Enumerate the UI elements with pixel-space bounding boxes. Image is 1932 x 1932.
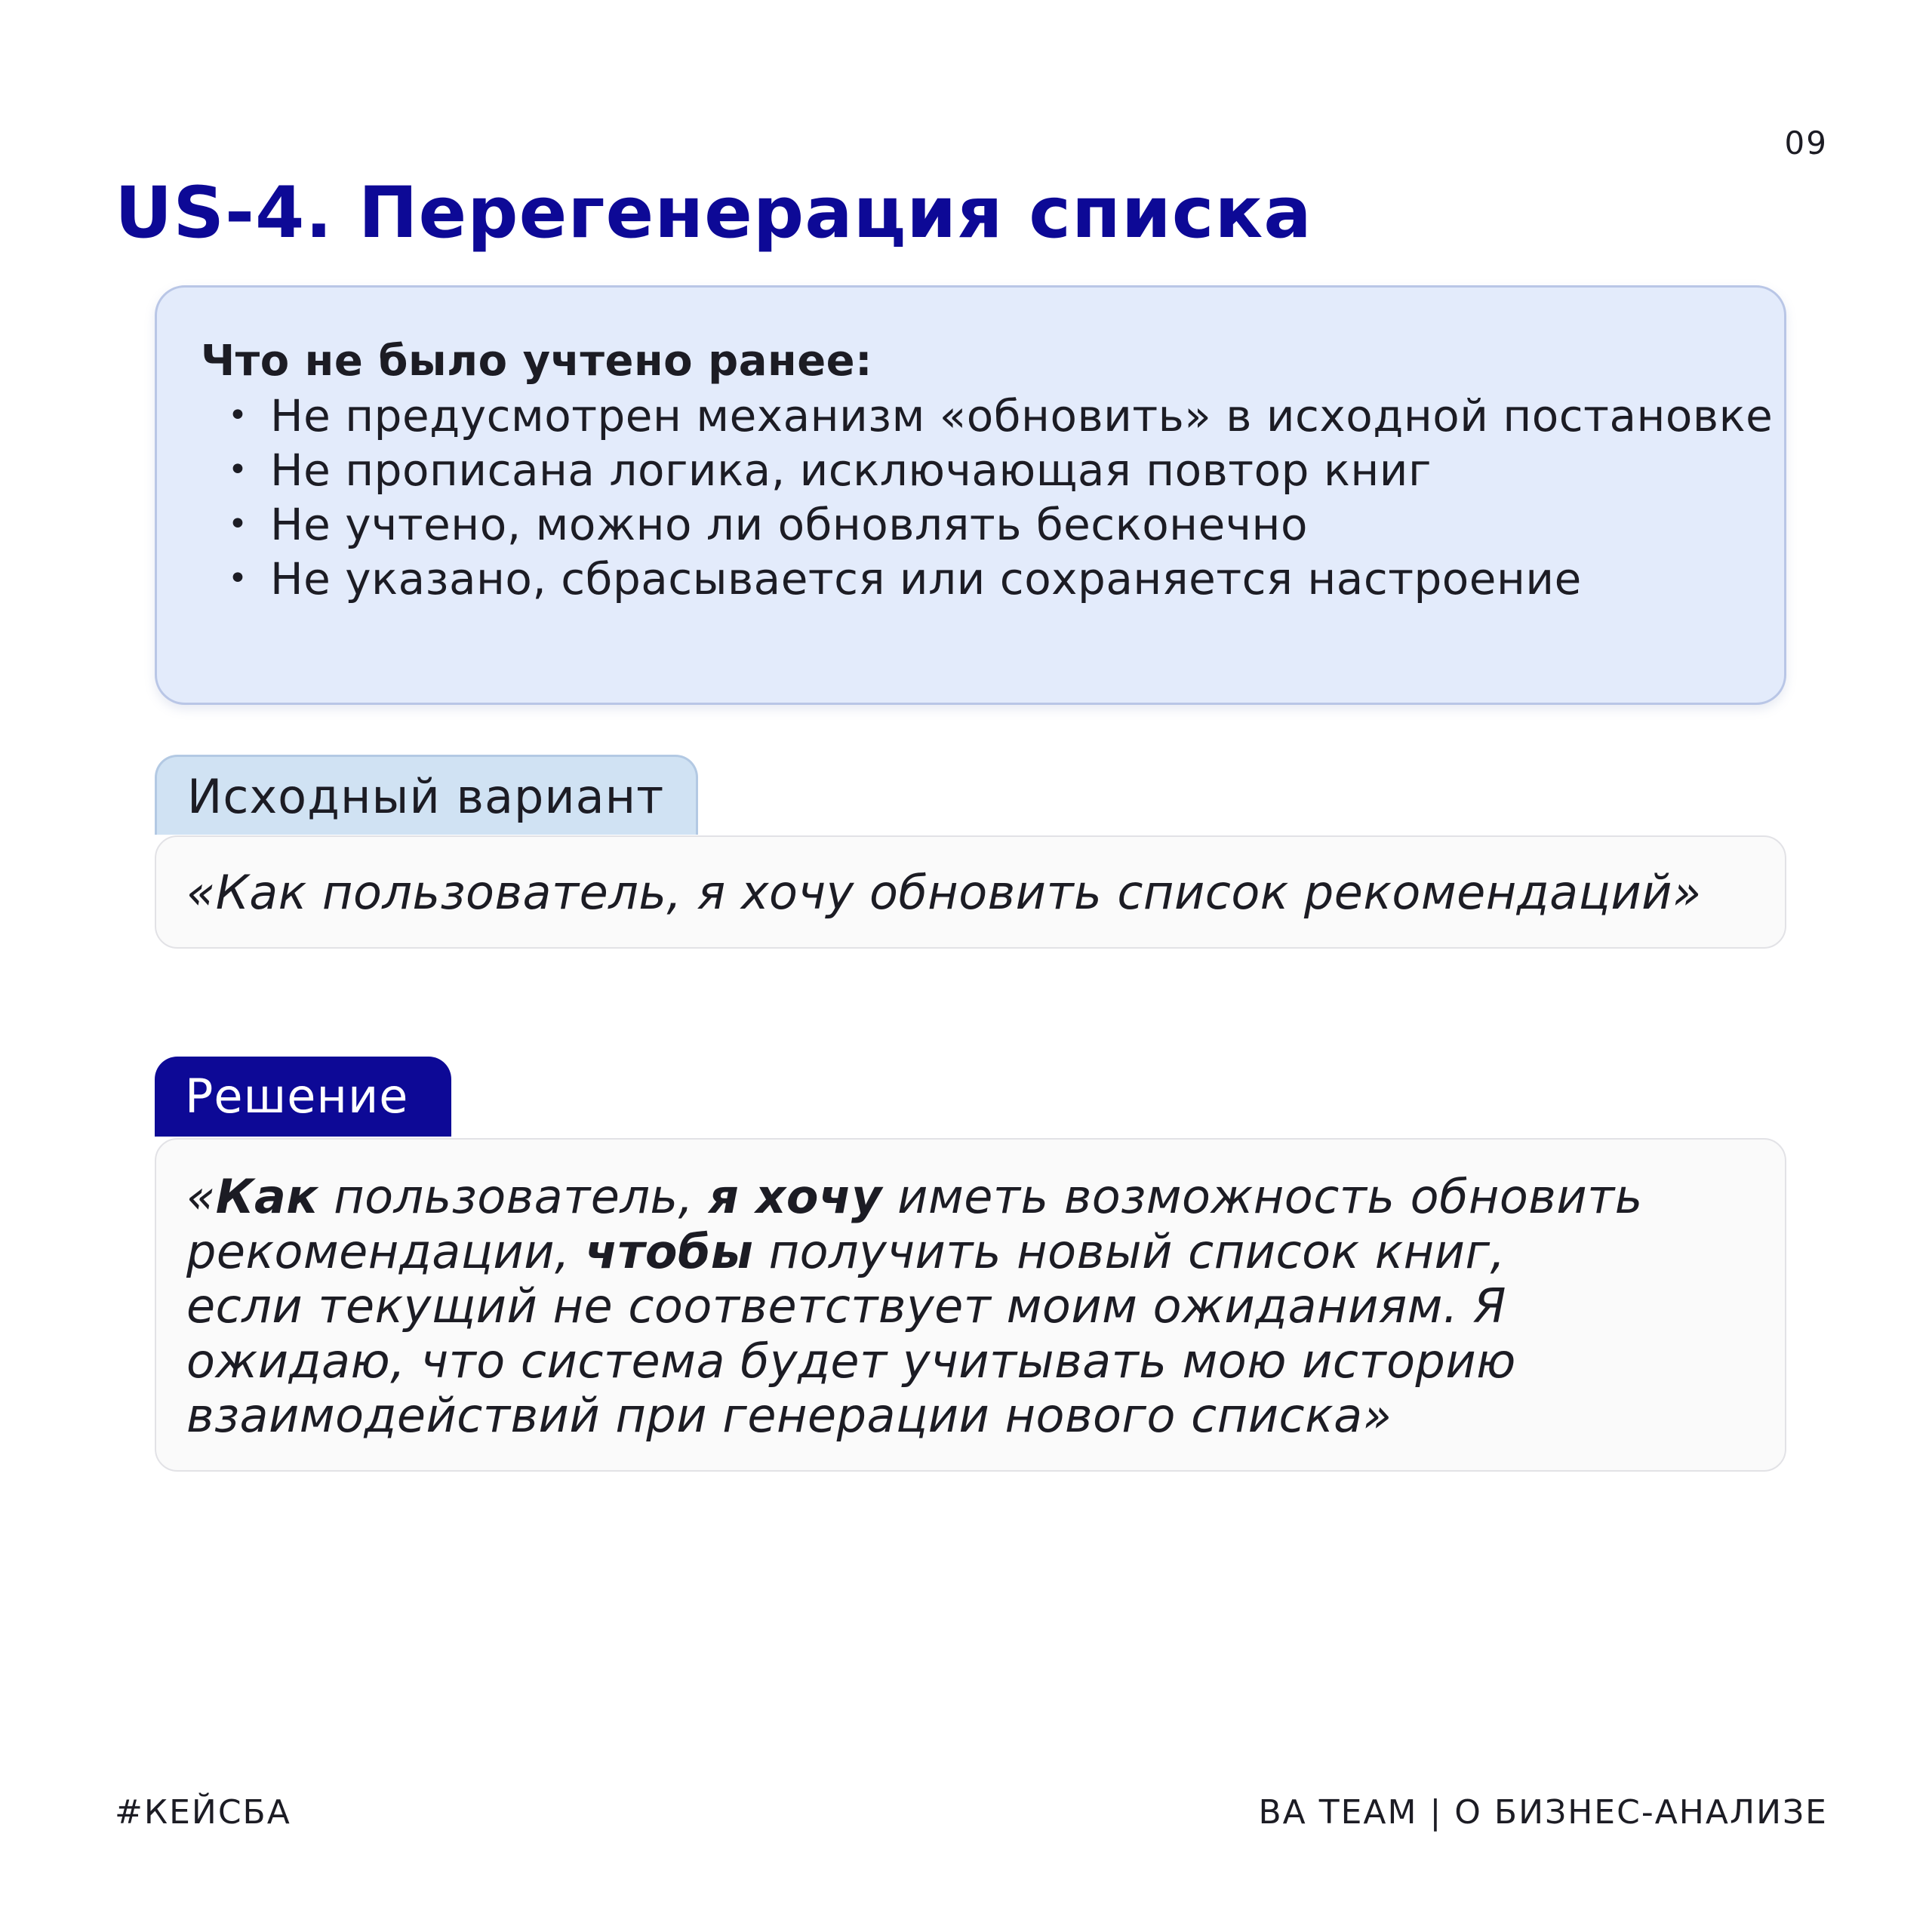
list-item-text: Не прописана логика, исключающая повтор книг — [270, 445, 1432, 496]
original-variant-tab: Исходный вариант — [155, 755, 698, 835]
original-variant-quote: «Как пользователь, я хочу обновить список рекомендаций» — [155, 835, 1786, 949]
hashtag-footer: #КЕЙСБА — [115, 1793, 291, 1832]
issues-list — [201, 389, 1784, 606]
list-item — [201, 443, 1784, 497]
issues-heading: Что не было учтено ранее: — [201, 337, 873, 386]
emphasis-text: чтобы — [585, 1223, 754, 1279]
quote-text: иметь возможность обновить рекомендации, — [186, 1169, 1643, 1279]
solution-tab: Решение — [155, 1057, 451, 1137]
page-number: 09 — [1784, 125, 1828, 162]
list-item-text: Не указано, сбрасывается или сохраняется настроение — [270, 553, 1582, 605]
page-title: US-4. Перегенерация списка — [115, 172, 1312, 254]
brand-footer: BA TEAM | О БИЗНЕС-АНАЛИЗЕ — [1258, 1793, 1828, 1832]
solution-quote — [155, 1138, 1786, 1472]
list-item — [201, 389, 1784, 443]
quote-text: пользователь, — [318, 1169, 709, 1224]
bullet-icon: • — [228, 451, 248, 489]
issues-card — [155, 285, 1786, 705]
list-item — [201, 552, 1784, 606]
quote-text: если текущий не соответствует моим ожиданиям. Я ожидаю, что система будет учитывать мою историю взаимодействий при генерации нового списка» — [186, 1278, 1516, 1443]
list-item-text: Не учтено, можно ли обновлять бесконечно — [270, 499, 1308, 550]
quote-text: получить новый список книг, — [753, 1223, 1506, 1279]
list-item-text: Не предусмотрен механизм «обновить» в исходной постановке — [270, 390, 1774, 441]
bullet-icon: • — [228, 396, 248, 435]
bullet-icon: • — [228, 505, 248, 543]
emphasis-text: я хочу — [709, 1169, 882, 1224]
quote-text: « — [186, 1169, 216, 1224]
emphasis-text: Как — [215, 1169, 318, 1224]
list-item — [201, 497, 1784, 552]
bullet-icon: • — [228, 559, 248, 598]
